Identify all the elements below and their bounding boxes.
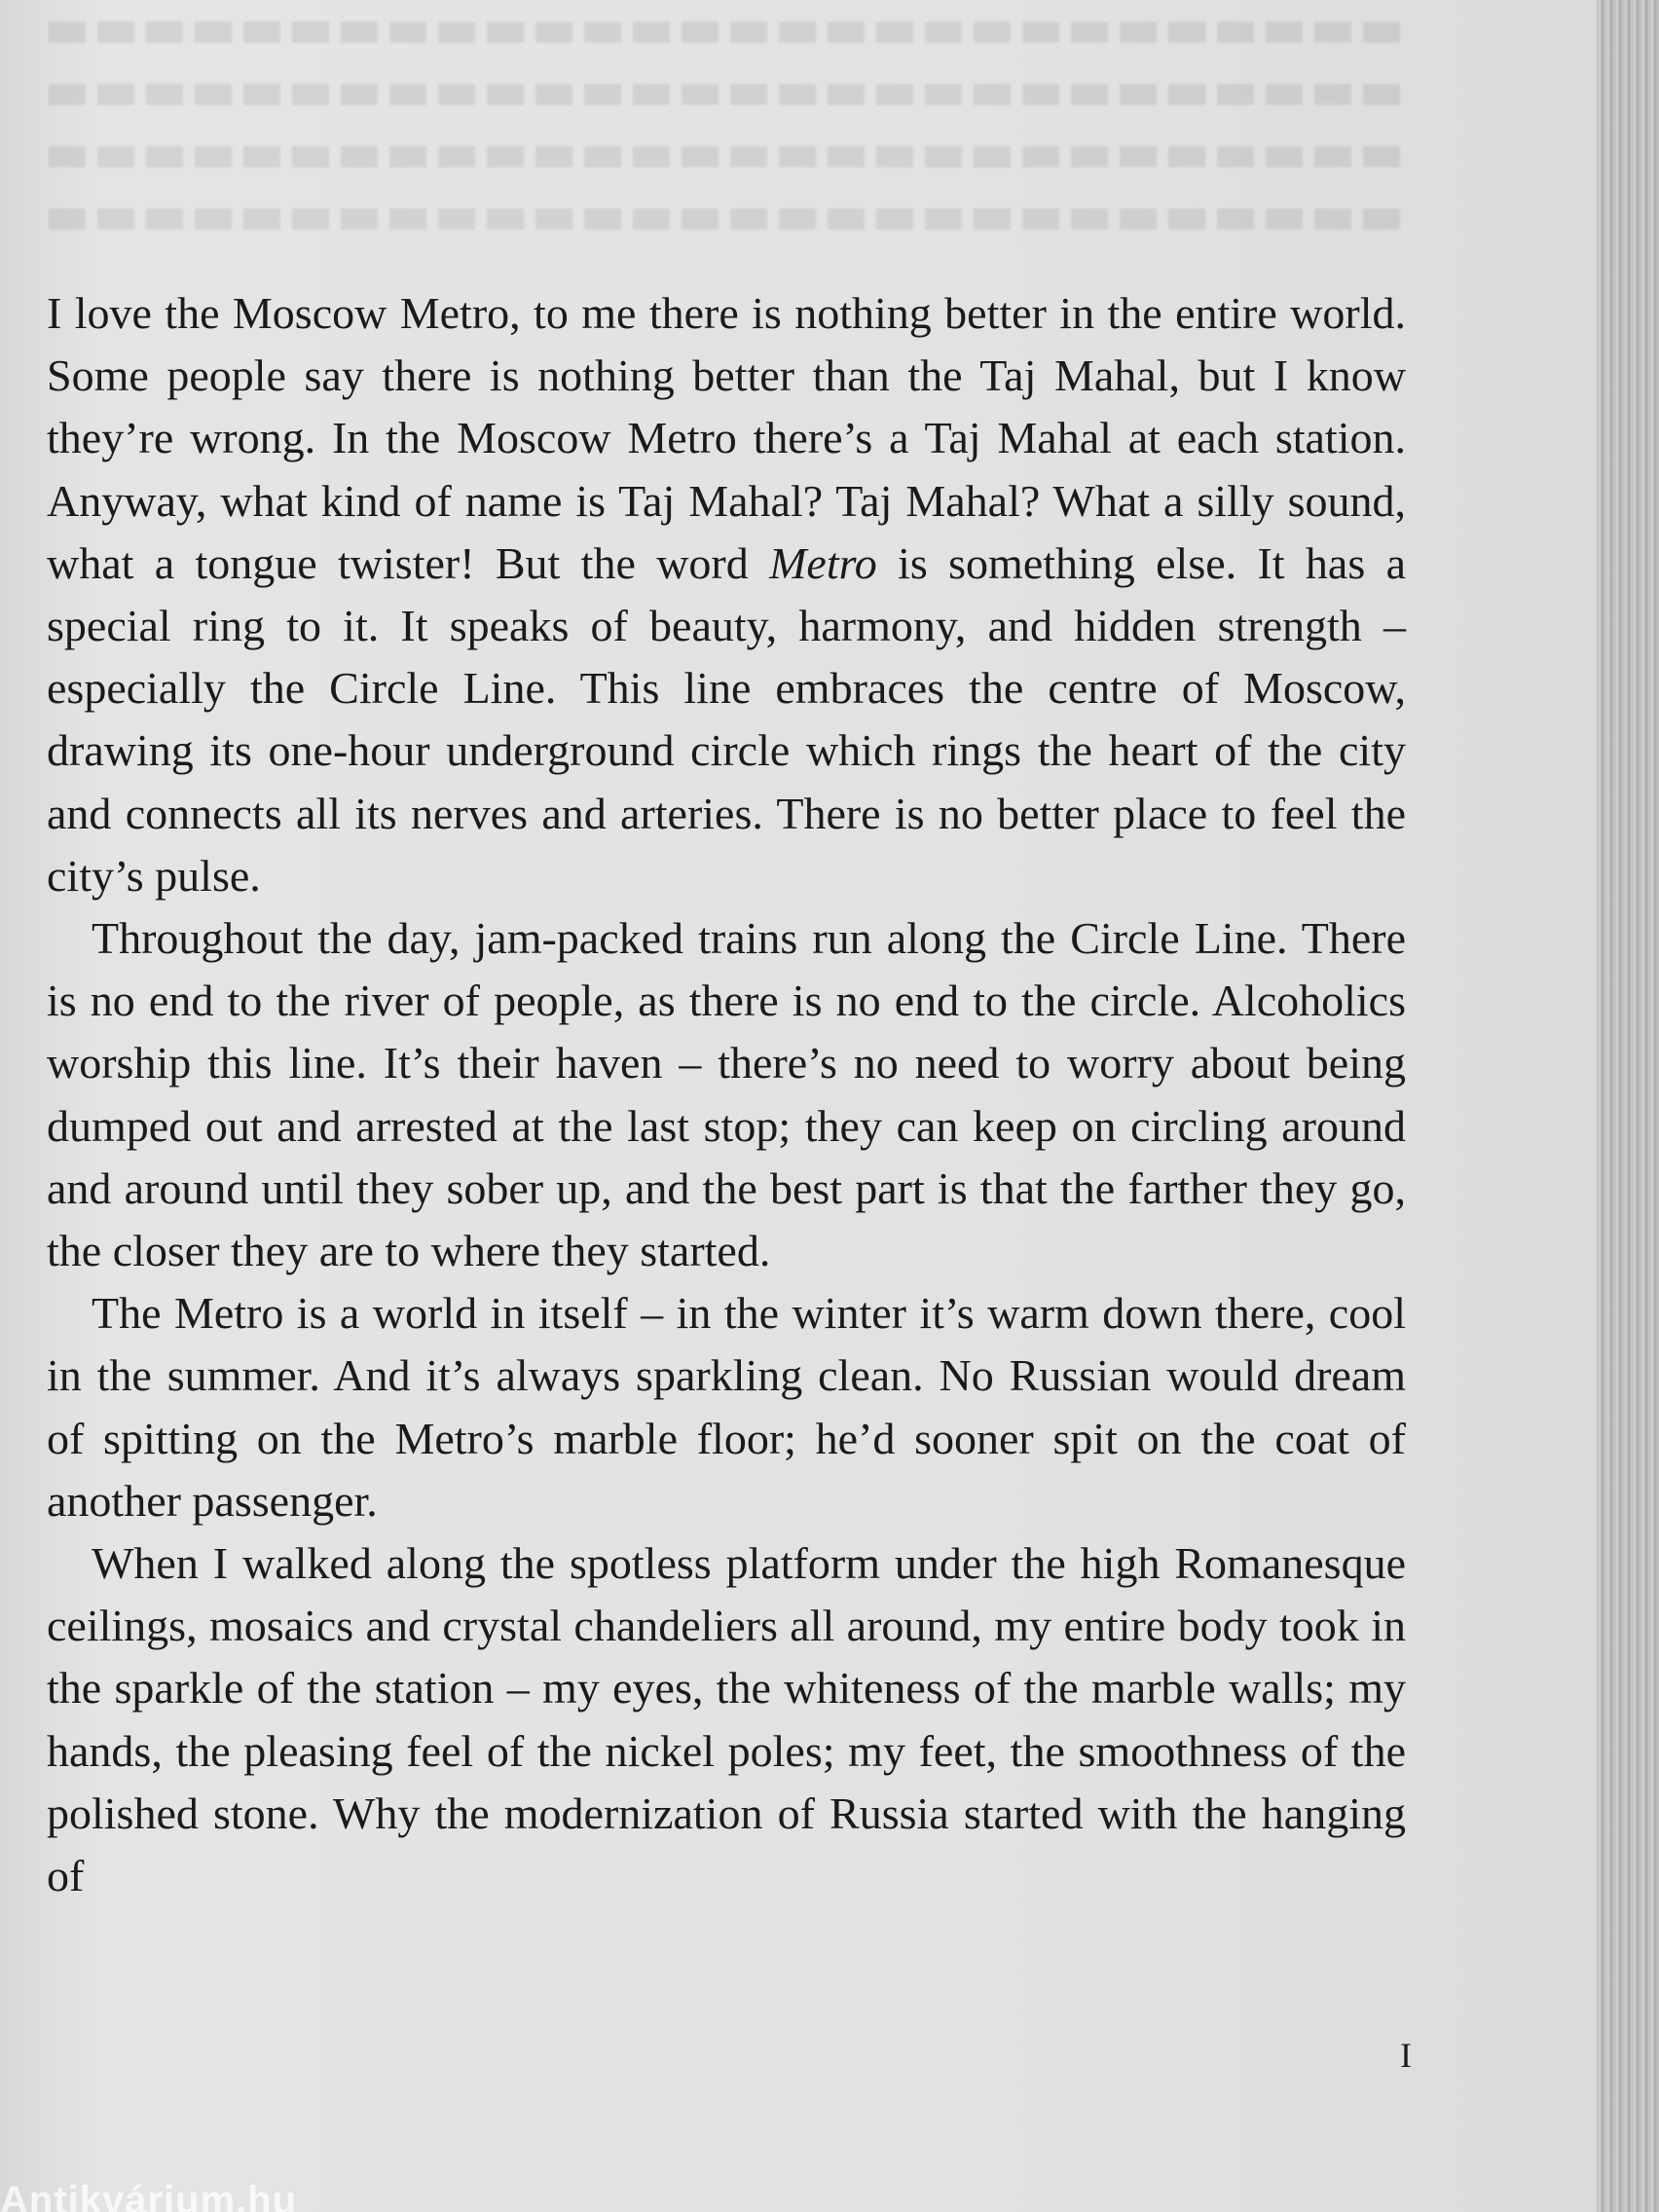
- paragraph-1-part-2: is something else. It has a special ring to it. It speaks of beauty, harmony, and hidden strength – especially the Circle Line. This line embraces the centre of Moscow, drawing its one-hour underground circle which rings the heart of the city and connects all its nerves and arteries. There is no better place to feel the city’s pulse.: [47, 537, 1406, 901]
- body-text: [47, 282, 1406, 1907]
- paragraph-3: The Metro is a world in itself – in the winter it’s warm down there, cool in the summer. And it’s always sparkling clean. No Russian would dream of spitting on the Metro’s marble floor; he’d sooner spit on the coat of another passenger.: [47, 1288, 1406, 1526]
- paragraph-4: When I walked along the spotless platform under the high Romanesque ceilings, mosaics and crystal chandeliers all around, my entire body took in the sparkle of the station – my eyes, the whiteness of the marble walls; my hands, the pleasing feel of the nickel poles; my feet, the smoothness of the polished stone. Why the modernization of Russia started with the hanging of: [47, 1538, 1406, 1901]
- paragraph-1: [47, 282, 1406, 907]
- page-edge: [1597, 0, 1659, 2212]
- page-number: I: [1400, 2036, 1412, 2075]
- watermark: Antikvárium.hu: [0, 2179, 298, 2212]
- paragraph-2: Throughout the day, jam-packed trains run along the Circle Line. There is no end to the river of people, as there is no end to the circle. Alcoholics worship this line. It’s their haven – there’s no need to worry about being dumped out and arrested at the last stop; they can keep on circling around and around until they sober up, and the best part is that the farther they go, the closer they are to where they started.: [47, 913, 1406, 1276]
- bleed-through-text: [49, 0, 1412, 263]
- paragraph-1-part-1: I love the Moscow Metro, to me there is nothing better in the entire world. Some people say there is nothing better than the Taj Mahal, but I know they’re wrong. In the Moscow Metro there’s a Taj Mahal at each station. Anyway, what kind of name is Taj Mahal? Taj Mahal? What a silly sound, what a tongue twister! But the word: [47, 288, 1406, 588]
- paragraph-1-italic-word: Metro: [769, 537, 877, 588]
